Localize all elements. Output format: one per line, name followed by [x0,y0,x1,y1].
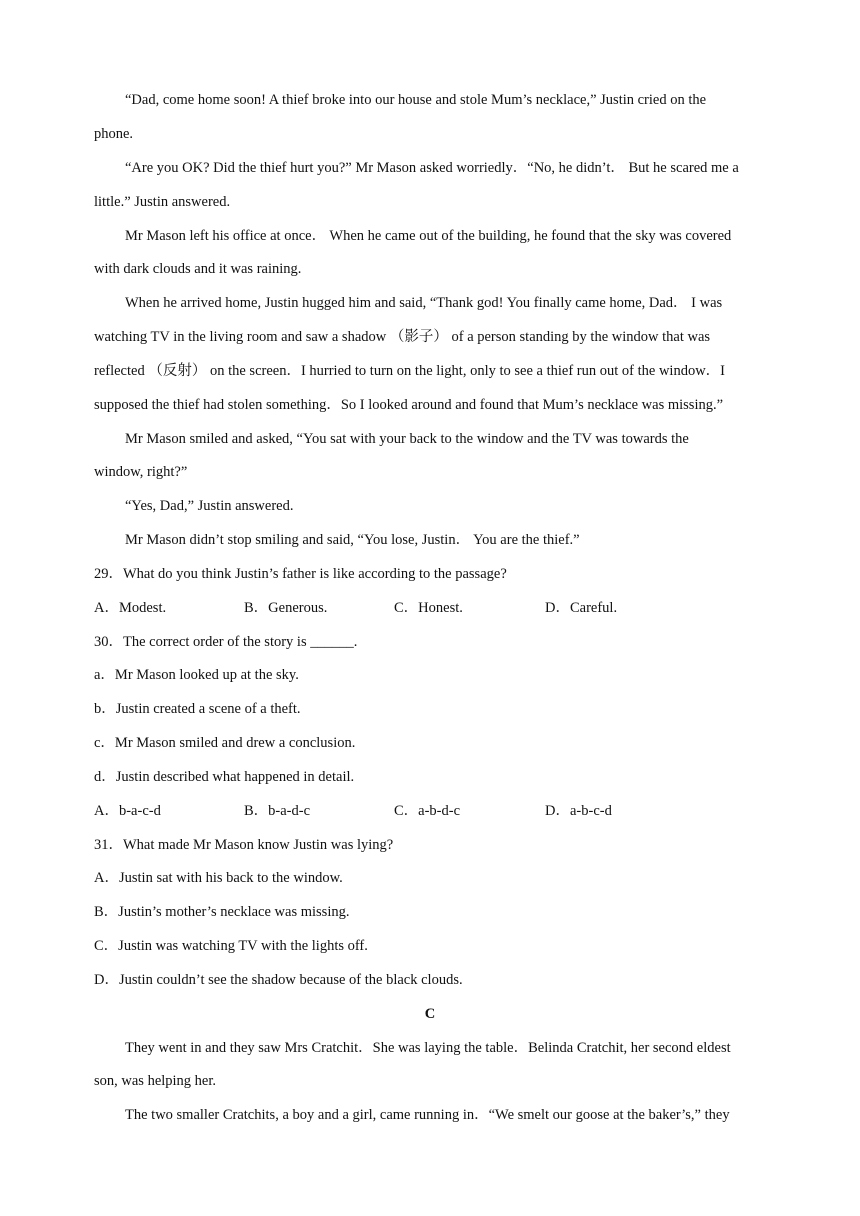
passage-line: The two smaller Cratchits, a boy and a girl, came running in．“We smelt our goose at the baker’s,” they [125,1107,730,1123]
passage-line: son, was helping her. [94,1073,217,1089]
passage-line: They went in and they saw Mrs Cratchit．She was laying the table．Belinda Cratchit, her second eldest [125,1040,731,1056]
q31-option-b: B．Justin’s mother’s necklace was missing. [94,904,350,920]
q31-option-d: D．Justin couldn’t see the shadow because of the black clouds. [94,972,463,988]
q29-option-b: B．Generous. [244,600,328,616]
q30-option-d: D．a-b-c-d [545,803,612,819]
question-30-stem: 30．The correct order of the story is ______. [94,634,358,650]
q30-event: c．Mr Mason smiled and drew a conclusion. [94,735,356,751]
q31-option-c: C．Justin was watching TV with the lights off. [94,938,368,954]
q30-option-c: C．a-b-d-c [394,803,461,819]
passage-line: with dark clouds and it was raining. [94,261,302,277]
passage-line: “Yes, Dad,” Justin answered. [125,498,294,514]
question-31-stem: 31．What made Mr Mason know Justin was lying? [94,837,394,853]
passage-line: window, right?” [94,464,188,480]
q30-event: d．Justin described what happened in detail. [94,769,355,785]
passage-line: watching TV in the living room and saw a shadow （影子） of a person standing by the window that was [94,329,711,345]
q29-option-d: D．Careful. [545,600,618,616]
passage-line: little.” Justin answered. [94,194,231,210]
passage-line: Mr Mason didn’t stop smiling and said, “You lose, Justin． You are the thief.” [125,532,580,548]
passage-line: supposed the thief had stolen something．So I looked around and found that Mum’s necklace was missing.” [94,397,724,413]
passage-line: Mr Mason left his office at once． When he came out of the building, he found that the sky was covered [125,228,732,244]
passage-line: reflected （反射） on the screen．I hurried to turn on the light, only to see a thief run out of the window．I [94,363,725,379]
passage-line: “Are you OK? Did the thief hurt you?” Mr Mason asked worriedly．“No, he didn’t． But he scared me a [125,160,739,176]
question-29-stem: 29．What do you think Justin’s father is like according to the passage? [94,566,507,582]
passage-line: Mr Mason smiled and asked, “You sat with your back to the window and the TV was towards the [125,431,689,447]
q31-option-a: A．Justin sat with his back to the window. [94,870,343,886]
q30-option-a: A．b-a-c-d [94,803,161,819]
section-heading: C [424,1006,436,1022]
q30-event: a．Mr Mason looked up at the sky. [94,667,299,683]
q30-event: b．Justin created a scene of a theft. [94,701,301,717]
passage-line: When he arrived home, Justin hugged him and said, “Thank god! You finally came home, Dad． I was [125,295,723,311]
q29-option-a: A．Modest. [94,600,167,616]
passage-line: “Dad, come home soon! A thief broke into our house and stole Mum’s necklace,” Justin cried on the [125,92,707,108]
q30-option-b: B．b-a-d-c [244,803,311,819]
passage-line: phone. [94,126,134,142]
q29-option-c: C．Honest. [394,600,463,616]
